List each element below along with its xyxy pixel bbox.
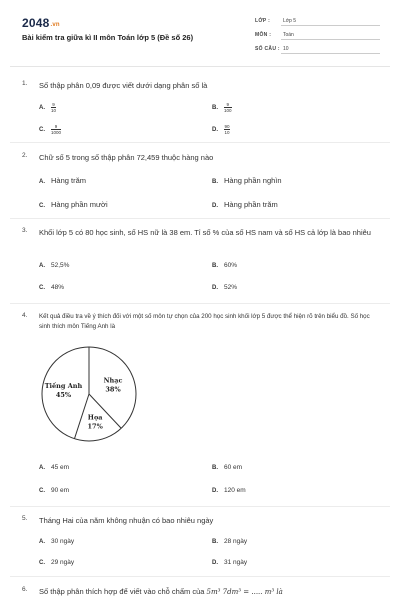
pie-label-art-percent: 17% [87,422,103,431]
question-text: Tháng Hai của năm không nhuận có bao nhiêu ngày [39,516,214,525]
question-number: 6. [22,586,28,593]
pie-label-english: Tiếng Anh [44,381,83,390]
question-text [39,586,380,598]
class-label: LỚP : [255,18,271,24]
option-letter: D. [212,560,218,566]
option-letter: B. [212,465,218,471]
option-text: 120 em [224,487,246,494]
option-a[interactable] [39,102,56,113]
option-text: 90 em [51,487,70,494]
question-divider [10,142,390,143]
option-text: Hàng phần nghìn [224,176,282,185]
question-text: Kết quả điều tra về ý thích đối với một số môn tự chọn của 200 học sinh khối lớp 5 được thể hiện rõ trên biểu đồ. Số học sinh thích môn Tiếng Anh là [39,313,370,330]
option-letter: C. [39,127,45,134]
numerator: 9 [224,102,232,108]
subject-underline [281,39,380,40]
option-letter: D. [212,203,218,209]
option-d[interactable] [212,124,230,135]
option-text: 52,5% [51,262,70,269]
option-text: 60% [224,262,238,269]
brand-name: 2048 [22,16,50,30]
pie-label-english-percent: 45% [55,390,72,399]
numerator: 9 [51,124,61,130]
exam-title: Bài kiểm tra giữa kì II môn Toán lớp 5 (Đề số 26) [22,33,194,42]
brand-logo [22,16,60,30]
option-letter: A. [39,465,45,471]
option-a[interactable] [39,176,86,185]
option-b[interactable] [212,262,237,269]
option-letter: A. [39,105,45,112]
option-c[interactable] [39,487,69,494]
option-c[interactable] [39,200,108,209]
numerator: 90 [224,124,230,129]
option-d[interactable] [212,487,246,494]
option-d[interactable] [212,284,237,291]
option-text: 28 ngày [224,538,248,545]
fraction [51,124,61,135]
denominator: 10 [224,130,230,135]
option-letter: B. [212,539,218,545]
denominator: 1000 [51,130,62,135]
option-text: Hàng phần mười [51,200,108,209]
question-divider [10,303,390,304]
option-c[interactable] [39,284,64,291]
denominator: 100 [224,108,232,113]
option-text: 45 em [51,464,70,471]
question-divider [10,506,390,507]
option-text: 52% [224,284,238,291]
pie-label-art: Họa [87,413,103,422]
option-letter: C. [39,560,45,566]
option-letter: B. [212,263,218,269]
question-number: 4. [22,312,28,319]
question-number: 2. [22,152,28,159]
fraction [224,124,230,135]
fraction [51,102,56,113]
option-letter: A. [39,539,45,545]
question-text-main: Số thập phân thích hợp để viết vào chỗ chấm của [39,587,205,596]
class-underline [281,25,380,26]
option-letter: C. [39,285,45,291]
option-letter: D. [212,488,218,494]
option-text: Hàng trăm [51,176,87,185]
count-underline [281,53,380,54]
question-text: Khối lớp 5 có 80 học sinh, số HS nữ là 38 em. Tỉ số % của số HS nam và số HS cả lớp là bao nhiêu [39,228,371,237]
option-letter: B. [212,179,218,185]
option-a[interactable] [39,464,69,471]
question-text: Số thập phân 0,09 được viết dưới dạng phân số là [39,81,208,90]
option-d[interactable] [212,559,247,566]
option-a[interactable] [39,262,69,269]
option-c[interactable] [39,124,61,135]
option-text: 31 ngày [224,559,248,566]
math-expression: 5m³ 7dm³ = ..... m³ là [206,588,283,596]
pie-label-music: Nhạc [103,376,123,385]
option-text: 30 ngày [51,538,75,545]
question-number: 1. [22,80,28,87]
option-b[interactable] [212,464,242,471]
count-label: SỐ CÂU : [255,46,280,52]
option-b[interactable] [212,176,282,185]
subject-value: Toán [283,32,294,38]
option-letter: C. [39,203,45,209]
fraction [224,102,232,113]
option-b[interactable] [212,102,232,113]
question-divider [10,218,390,219]
option-a[interactable] [39,538,74,545]
brand-suffix: .vn [50,22,60,28]
option-letter: D. [212,285,218,291]
option-text: 48% [51,284,65,291]
question-divider [10,576,390,577]
numerator: 9 [52,102,55,107]
option-d[interactable] [212,200,278,209]
pie-label-music-percent: 38% [105,385,121,394]
class-value: Lớp 5 [283,18,297,24]
pie-chart [39,344,139,444]
subject-label: MÔN : [255,32,272,38]
option-letter: B. [212,105,218,112]
option-letter: A. [39,179,45,185]
question-number: 3. [22,227,28,234]
option-b[interactable] [212,538,247,545]
option-letter: C. [39,488,45,494]
question-number: 5. [22,515,28,522]
option-letter: D. [212,127,218,134]
option-text: Hàng phần trăm [224,200,278,209]
option-c[interactable] [39,559,74,566]
option-text: 60 em [224,464,243,471]
count-value: 10 [283,46,289,52]
denominator: 10 [51,108,57,113]
question-text: Chữ số 5 trong số thập phân 72,459 thuộc hàng nào [39,153,214,162]
header-divider [10,66,390,67]
option-letter: A. [39,263,45,269]
option-text: 29 ngày [51,559,75,566]
